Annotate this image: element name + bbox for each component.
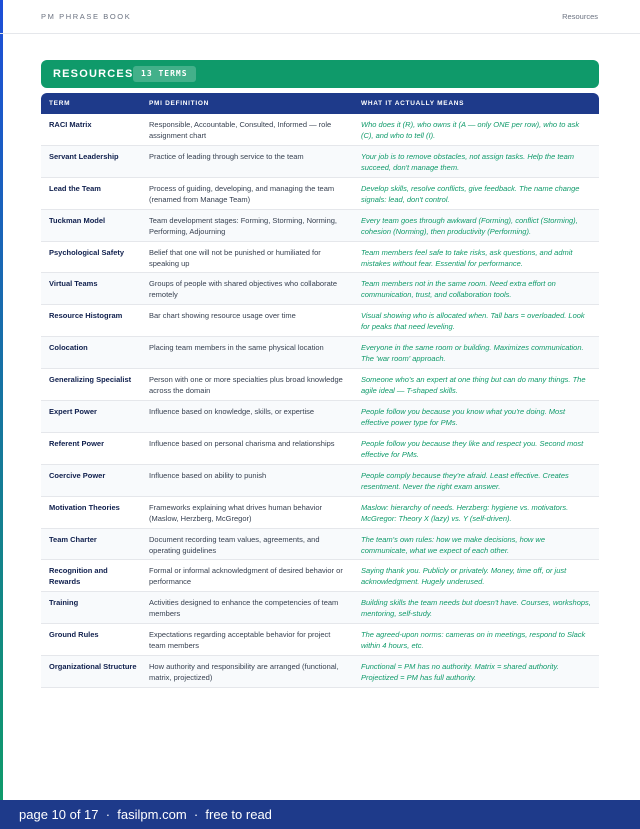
page-footer: [0, 800, 640, 829]
definition-cell: Influence based on ability to punish: [149, 470, 267, 480]
table-row: [41, 433, 599, 465]
term-cell: Generalizing Specialist: [49, 375, 132, 385]
definition-cell: Person with one or more specialties plus broad knowledge across the domain: [149, 375, 343, 396]
table-body: [41, 114, 599, 688]
meaning-cell: People follow you because they like and respect you. Second most effective for PMs.: [361, 438, 584, 459]
table-row: [41, 401, 599, 433]
term-count-badge: 13 TERMS: [133, 66, 196, 82]
term-cell: Organizational Structure: [49, 662, 137, 672]
meaning-cell: Someone who's an expert at one thing but can do many things. The agile ideal — T-shaped skills.: [361, 375, 586, 396]
table-row: [41, 210, 599, 242]
meaning-cell: Develop skills, resolve conflicts, give feedback. The name change signals: lead, don't control.: [361, 183, 580, 204]
meaning-cell: Team members feel safe to take risks, ask questions, and admit mistakes without fear. Essential for performance.: [361, 247, 573, 268]
term-cell: RACI Matrix: [49, 120, 92, 129]
definition-cell: Belief that one will not be punished or humiliated for speaking up: [149, 247, 321, 268]
table-row: [41, 146, 599, 178]
brand-name: PM PHRASE BOOK: [41, 12, 132, 21]
meaning-cell: Team members not in the same room. Need extra effort on communication, trust, and collaboration tools.: [361, 279, 556, 300]
table-row: [41, 305, 599, 337]
table-row: [41, 592, 599, 624]
meaning-cell: Every team goes through awkward (Forming), conflict (Storming), cohesion (Norming), then productivity (Performing).: [361, 215, 578, 236]
term-cell: Motivation Theories: [49, 502, 120, 512]
definition-cell: How authority and responsibility are arranged (functional, matrix, projectized): [149, 662, 339, 683]
table-row: [41, 465, 599, 497]
definition-cell: Process of guiding, developing, and managing the team (renamed from Manage Team): [149, 183, 335, 204]
meaning-cell: People comply because they're afraid. Least effective. Creates resentment. Never the right exam answer.: [361, 470, 569, 491]
term-cell: Virtual Teams: [49, 279, 98, 289]
table-row: [41, 560, 599, 592]
meaning-cell: The team's own rules: how we make decisions, how we communicate, what we expect of each other.: [361, 534, 546, 555]
meaning-cell: Functional = PM has no authority. Matrix = shared authority. Projectized = PM has full authority.: [361, 662, 559, 683]
left-accent-bar: [0, 0, 3, 800]
term-cell: Training: [49, 598, 79, 608]
meaning-cell: Visual showing who is allocated when. Tall bars = overloaded. Look for peaks that need leveling.: [361, 311, 585, 332]
term-cell: Expert Power: [49, 407, 97, 417]
table-row: [41, 242, 599, 274]
definition-cell: Practice of leading through service to the team: [149, 151, 304, 161]
column-header-meaning: WHAT IT ACTUALLY MEANS: [361, 100, 465, 107]
term-cell: Lead the Team: [49, 183, 101, 193]
meaning-cell: Who does it (R), who owns it (A — only ONE per row), who to ask (C), and who to tell (I).: [361, 120, 580, 140]
meaning-cell: Maslow: hierarchy of needs. Herzberg: hygiene vs. motivators. McGregor: Theory X (lazy) vs. Y (self-driven).: [361, 502, 569, 523]
term-cell: Ground Rules: [49, 630, 99, 640]
term-cell: Colocation: [49, 343, 88, 353]
definition-cell: Frameworks explaining what drives human behavior (Maslow, Herzberg, McGregor): [149, 502, 322, 523]
meaning-cell: Your job is to remove obstacles, not assign tasks. Help the team succeed, don't manage them.: [361, 151, 575, 172]
term-cell: Resource Histogram: [49, 311, 123, 321]
definition-cell: Document recording team values, agreements, and operating guidelines: [149, 534, 320, 555]
definition-cell: Activities designed to enhance the competencies of team members: [149, 598, 339, 619]
definition-cell: Responsible, Accountable, Consulted, Informed — role assignment chart: [149, 120, 332, 140]
definition-cell: Influence based on personal charisma and relationships: [149, 438, 335, 448]
definition-cell: Expectations regarding acceptable behavior for project team members: [149, 630, 331, 651]
table-row: [41, 178, 599, 210]
definition-cell: Influence based on knowledge, skills, or expertise: [149, 407, 315, 417]
table-row: [41, 529, 599, 561]
term-cell: Team Charter: [49, 534, 97, 544]
terms-table: [41, 93, 599, 688]
column-header-term: TERM: [49, 100, 71, 107]
definition-cell: Bar chart showing resource usage over time: [149, 311, 296, 321]
table-header: [41, 93, 599, 114]
table-row: [41, 656, 599, 688]
table-row: [41, 624, 599, 656]
meaning-cell: People follow you because you know what you're doing. Most effective power type for PMs.: [361, 407, 566, 428]
term-cell: Servant Leadership: [49, 151, 119, 161]
section-title: RESOURCES: [53, 68, 134, 80]
definition-cell: Formal or informal acknowledgment of desired behavior or performance: [149, 566, 343, 587]
term-cell: Psychological Safety: [49, 247, 125, 257]
page-header: [0, 0, 640, 34]
definition-cell: Placing team members in the same physical location: [149, 343, 324, 353]
column-header-definition: PMI DEFINITION: [149, 100, 209, 107]
term-cell: Recognition and Rewards: [49, 566, 108, 587]
term-cell: Coercive Power: [49, 470, 106, 480]
table-row: [41, 369, 599, 401]
meaning-cell: Everyone in the same room or building. Maximizes communication. The 'war room' approach.: [361, 343, 584, 364]
table-row: [41, 497, 599, 529]
table-row: [41, 114, 599, 146]
term-cell: Tuckman Model: [49, 215, 106, 225]
definition-cell: Groups of people with shared objectives who collaborate remotely: [149, 279, 338, 300]
table-row: [41, 337, 599, 369]
meaning-cell: Saying thank you. Publicly or privately. Money, time off, or just acknowledgment. Hugely underused.: [361, 566, 567, 587]
footer-text: page 10 of 17 · fasilpm.com · free to read: [19, 807, 272, 822]
table-row: [41, 273, 599, 305]
meaning-cell: The agreed-upon norms: cameras on in meetings, respond to Slack within 4 hours, etc.: [361, 630, 586, 651]
section-name: Resources: [562, 12, 598, 21]
meaning-cell: Building skills the team needs but doesn't have. Courses, workshops, mentoring, self-study.: [361, 598, 591, 619]
section-banner: [41, 60, 599, 88]
term-cell: Referent Power: [49, 438, 105, 448]
definition-cell: Team development stages: Forming, Storming, Norming, Performing, Adjourning: [149, 215, 337, 236]
